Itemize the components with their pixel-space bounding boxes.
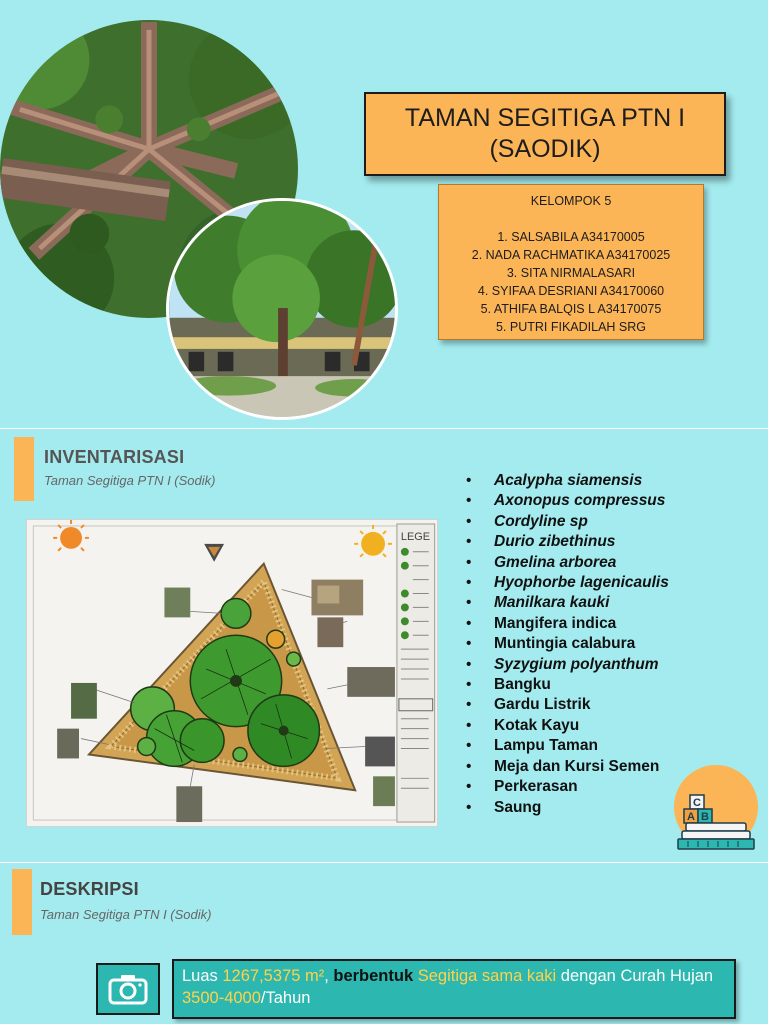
list-item: • Gardu Listrik bbox=[466, 695, 669, 715]
desc-part: berbentuk bbox=[333, 967, 414, 985]
group-members-box bbox=[438, 184, 704, 340]
list-item: • Meja dan Kursi Semen bbox=[466, 757, 669, 777]
list-item: • Lampu Taman bbox=[466, 736, 669, 756]
list-item: • Gmelina arborea bbox=[466, 553, 669, 573]
svg-text:B: B bbox=[701, 811, 709, 823]
list-item: • Durio zibethinus bbox=[466, 532, 669, 552]
desc-part: 1267,5375 m² bbox=[222, 967, 325, 985]
desc-part: , bbox=[324, 967, 334, 985]
group-heading: KELOMPOK 5 bbox=[530, 194, 612, 208]
desc-part: Segitiga sama kaki bbox=[413, 967, 557, 985]
member-item: 3. SITA NIRMALASARI bbox=[506, 266, 636, 280]
list-item: • Hyophorbe lagenicaulis bbox=[466, 573, 669, 593]
list-item: • Mangifera indica bbox=[466, 614, 669, 634]
description-text bbox=[172, 959, 736, 1019]
list-item: • Syzygium polyanthum bbox=[466, 655, 669, 675]
member-item: 1. SALSABILA A34170005 bbox=[497, 230, 645, 244]
section-title: DESKRIPSI bbox=[40, 879, 139, 899]
list-item: • Perkerasan bbox=[466, 777, 669, 797]
section-title: INVENTARISASI bbox=[44, 447, 185, 467]
desc-part: Luas bbox=[182, 967, 223, 985]
svg-text:C: C bbox=[693, 797, 701, 809]
list-item: • Muntingia calabura bbox=[466, 634, 669, 654]
member-item: 4. SYIFAA DESRIANI A34170060 bbox=[477, 284, 665, 298]
page-title: TAMAN SEGITIGA PTN I (SAODIK) bbox=[364, 92, 726, 176]
list-item: • Bangku bbox=[466, 675, 669, 695]
accent-bar bbox=[14, 437, 34, 501]
list-item: • Saung bbox=[466, 798, 669, 818]
list-item: • Axonopus compressus bbox=[466, 491, 669, 511]
member-item: 2. NADA RACHMATIKA A34170025 bbox=[471, 248, 671, 262]
list-item: • Manilkara kauki bbox=[466, 593, 669, 613]
cover-section bbox=[0, 0, 768, 428]
accent-bar bbox=[12, 869, 32, 935]
member-item: 5. PUTRI FIKADILAH SRG bbox=[495, 320, 647, 334]
inventory-list bbox=[466, 471, 669, 818]
site-plan-drawing bbox=[26, 519, 438, 827]
desc-part: dengan Curah Hujan bbox=[556, 967, 714, 985]
plan-legend-label: LEGE bbox=[400, 530, 431, 543]
svg-text:A: A bbox=[687, 811, 695, 823]
deskripsi-section bbox=[0, 862, 768, 1024]
section-subtitle: Taman Segitiga PTN I (Sodik) bbox=[44, 473, 216, 488]
desc-part: 3500-4000 bbox=[182, 989, 261, 1007]
list-item: • Cordyline sp bbox=[466, 512, 669, 532]
member-item: 5. ATHIFA BALQIS L A34170075 bbox=[480, 302, 662, 316]
list-item: • Kotak Kayu bbox=[466, 716, 669, 736]
garden-photo bbox=[166, 198, 398, 420]
camera-icon bbox=[96, 963, 160, 1015]
list-item: • Acalypha siamensis bbox=[466, 471, 669, 491]
desc-part: /Tahun bbox=[260, 989, 311, 1007]
inventarisasi-section bbox=[0, 428, 768, 862]
section-subtitle: Taman Segitiga PTN I (Sodik) bbox=[40, 907, 212, 922]
abc-blocks-icon bbox=[674, 765, 758, 849]
